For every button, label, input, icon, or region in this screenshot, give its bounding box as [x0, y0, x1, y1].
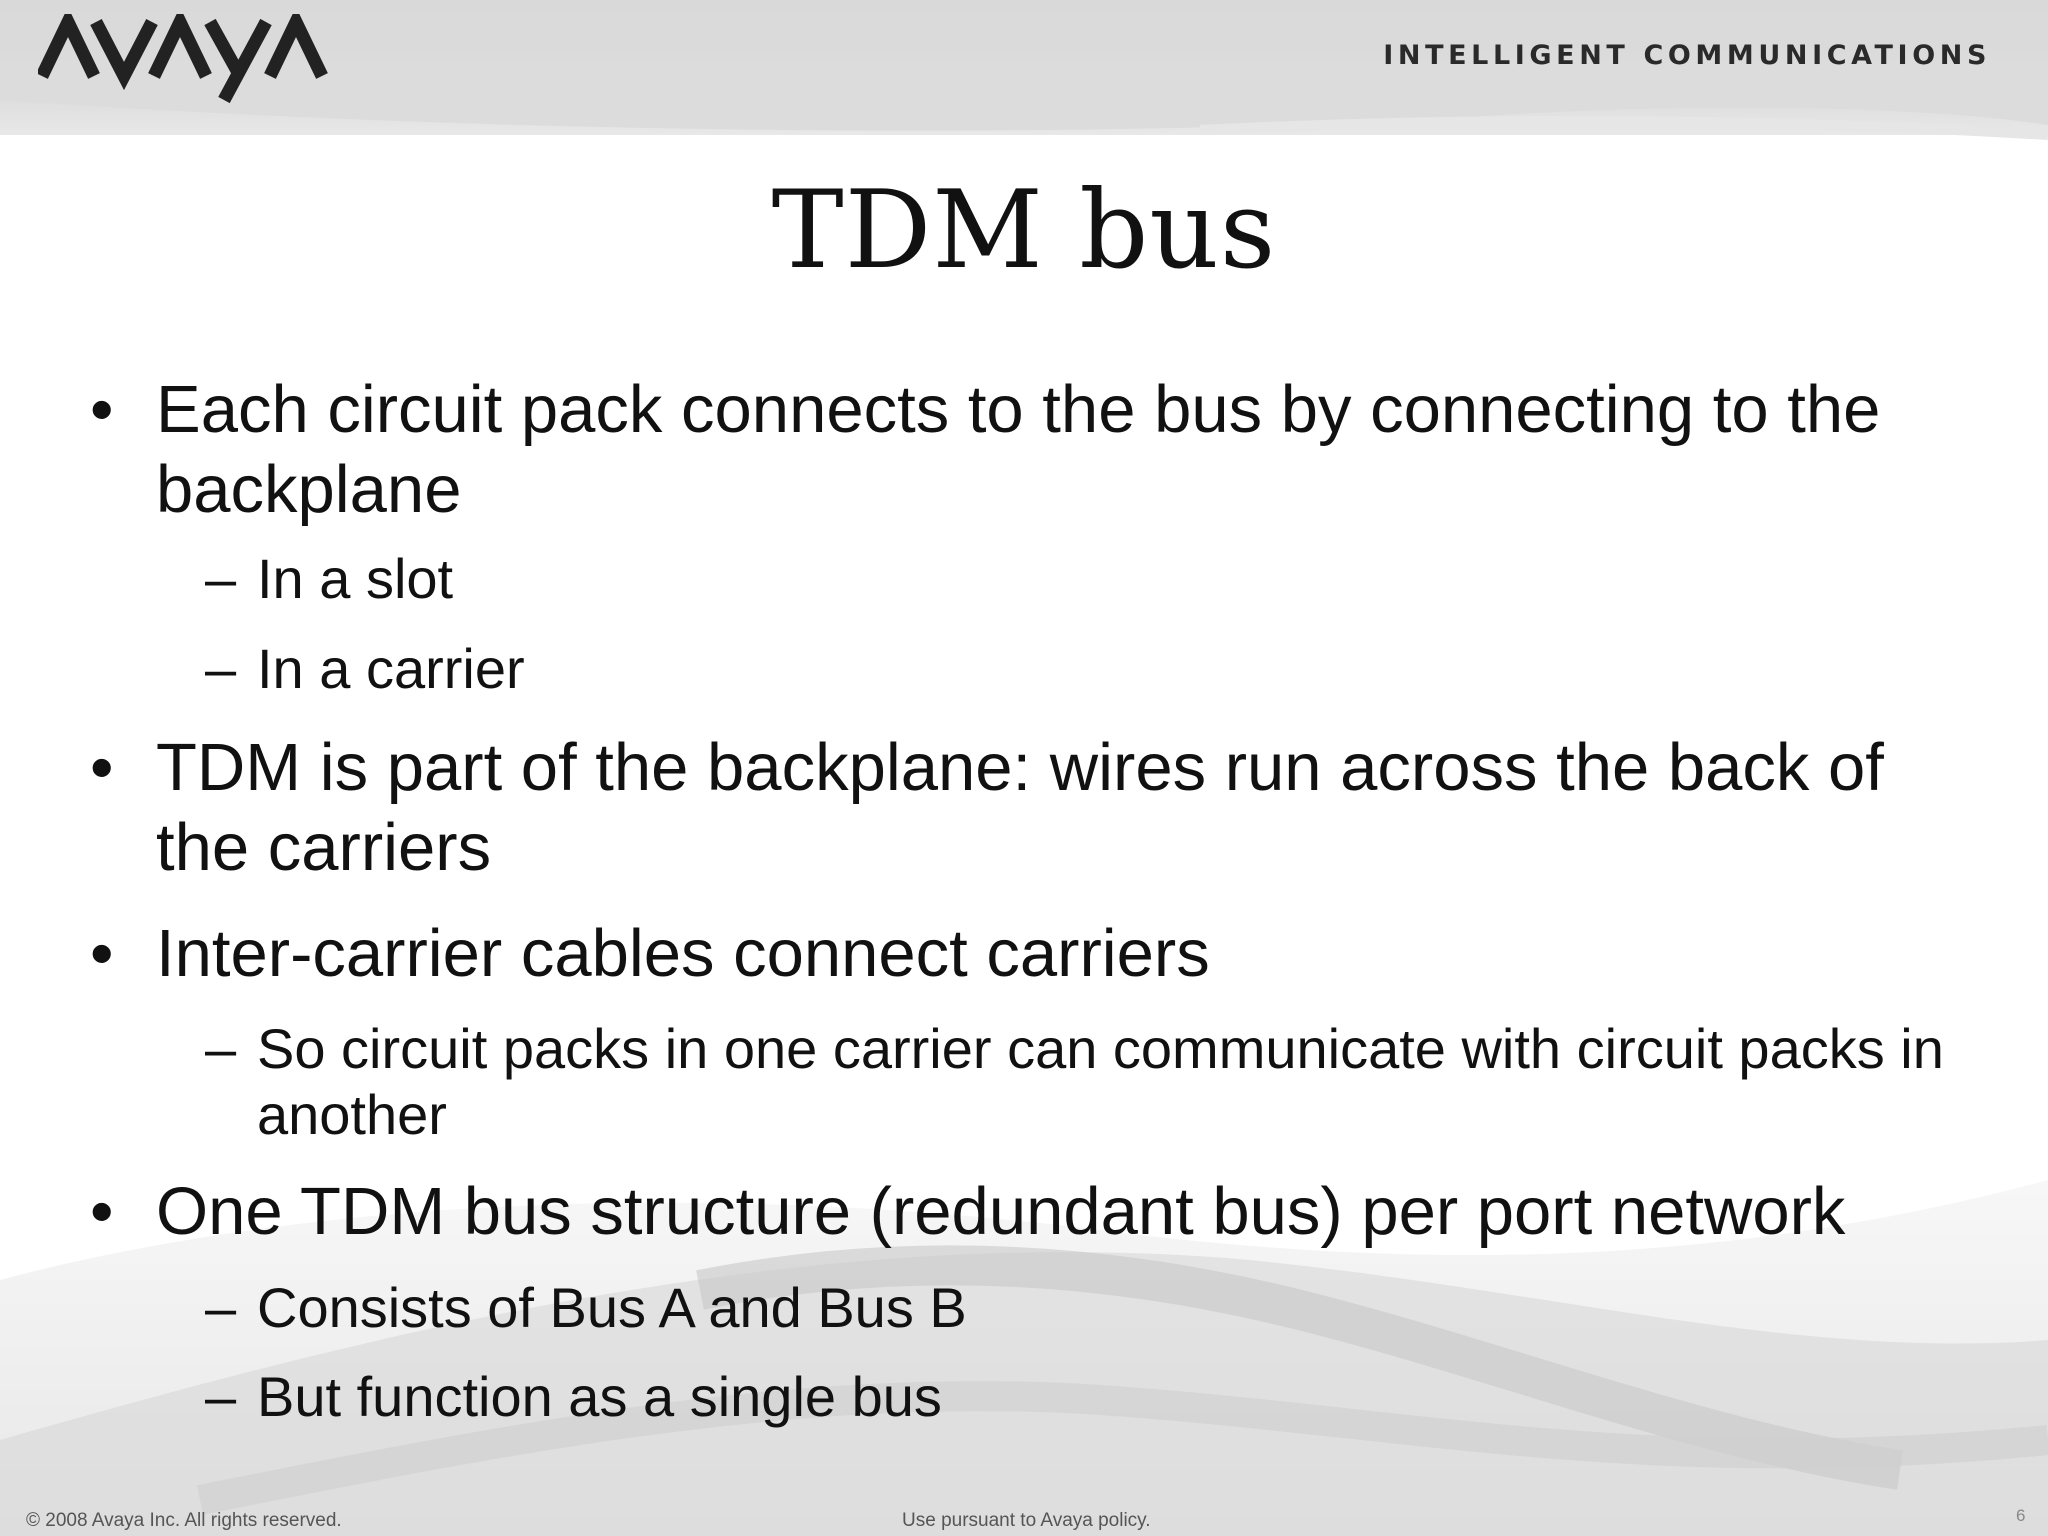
- bullet-item: [90, 728, 1970, 888]
- page-number: 6: [2016, 1506, 2026, 1525]
- sub-bullet-item: [205, 1275, 1945, 1341]
- bullet-text: TDM is part of the backplane: wires run across the back of the carriers: [156, 730, 1884, 885]
- bullet-item: [90, 914, 1970, 994]
- avaya-logo: [38, 14, 338, 104]
- sub-bullet-text: In a slot: [257, 547, 454, 610]
- bullet-text: One TDM bus structure (redundant bus) per port network: [156, 1174, 1846, 1249]
- bullet-marker: •: [90, 1174, 114, 1249]
- dash-marker: –: [205, 1017, 237, 1080]
- dash-marker: –: [205, 547, 237, 610]
- bullet-item: [90, 1172, 1970, 1252]
- sub-bullet-item: [205, 636, 1945, 702]
- dash-marker: –: [205, 637, 237, 700]
- sub-bullet-text: So circuit packs in one carrier can communicate with circuit packs in another: [257, 1017, 1944, 1146]
- bullet-item: [90, 370, 1970, 530]
- footer-copyright: © 2008 Avaya Inc. All rights reserved.: [26, 1510, 342, 1531]
- bullet-text: Inter-carrier cables connect carriers: [156, 916, 1210, 991]
- dash-marker: –: [205, 1365, 237, 1428]
- bullet-marker: •: [90, 372, 114, 447]
- sub-bullet-item: [205, 546, 1945, 612]
- dash-marker: –: [205, 1276, 237, 1339]
- sub-bullet-text: In a carrier: [257, 637, 525, 700]
- footer-policy: Use pursuant to Avaya policy.: [902, 1510, 1151, 1531]
- sub-bullet-text: Consists of Bus A and Bus B: [257, 1276, 967, 1339]
- bullet-marker: •: [90, 730, 114, 805]
- slide-title: TDM bus: [771, 168, 1277, 293]
- header-tagline: INTELLIGENT COMMUNICATIONS: [1383, 40, 1991, 71]
- bullet-text: Each circuit pack connects to the bus by connecting to the backplane: [156, 372, 1881, 527]
- sub-bullet-item: [205, 1016, 1945, 1148]
- sub-bullet-item: [205, 1364, 1945, 1430]
- bullet-marker: •: [90, 916, 114, 991]
- sub-bullet-text: But function as a single bus: [257, 1365, 942, 1428]
